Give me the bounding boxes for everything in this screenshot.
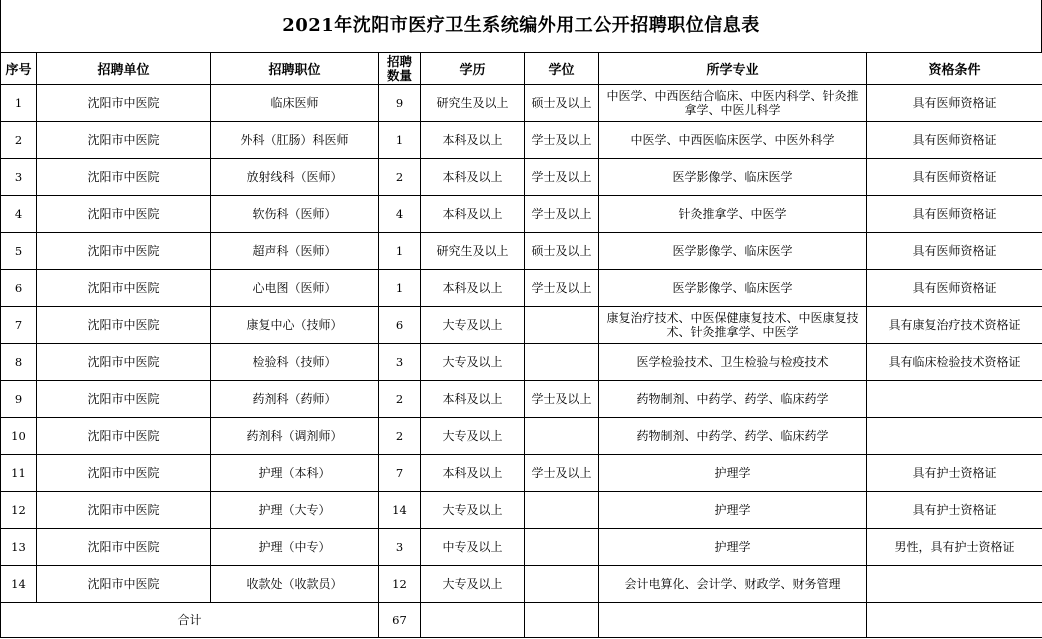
page-title: 2021年沈阳市医疗卫生系统编外用工公开招聘职位信息表 bbox=[0, 0, 1042, 52]
table-row bbox=[1, 344, 1042, 381]
cell-seq: 9 bbox=[1, 381, 37, 418]
table-row bbox=[1, 159, 1042, 196]
cell-education: 中专及以上 bbox=[421, 529, 525, 566]
cell-major: 医学检验技术、卫生检验与检疫技术 bbox=[599, 344, 867, 381]
cell-qualification: 男性，具有护士资格证 bbox=[867, 529, 1042, 566]
recruitment-table bbox=[0, 52, 1042, 638]
cell-position: 放射线科（医师） bbox=[211, 159, 379, 196]
cell-count: 3 bbox=[379, 529, 421, 566]
cell-education: 本科及以上 bbox=[421, 159, 525, 196]
cell-degree: 硕士及以上 bbox=[525, 233, 599, 270]
cell-position: 外科（肛肠）科医师 bbox=[211, 122, 379, 159]
cell-count: 6 bbox=[379, 307, 421, 344]
cell-degree: 学士及以上 bbox=[525, 270, 599, 307]
table-row bbox=[1, 455, 1042, 492]
cell-seq: 12 bbox=[1, 492, 37, 529]
cell-education: 研究生及以上 bbox=[421, 85, 525, 122]
cell-major: 针灸推拿学、中医学 bbox=[599, 196, 867, 233]
header-education: 学历 bbox=[421, 53, 525, 85]
cell-count: 2 bbox=[379, 418, 421, 455]
cell-unit: 沈阳市中医院 bbox=[37, 492, 211, 529]
cell-qualification: 具有医师资格证 bbox=[867, 233, 1042, 270]
table-row bbox=[1, 529, 1042, 566]
cell-major: 医学影像学、临床医学 bbox=[599, 233, 867, 270]
cell-seq: 5 bbox=[1, 233, 37, 270]
cell-major: 护理学 bbox=[599, 529, 867, 566]
cell-education: 大专及以上 bbox=[421, 344, 525, 381]
cell-major: 护理学 bbox=[599, 492, 867, 529]
cell-major: 药物制剂、中药学、药学、临床药学 bbox=[599, 418, 867, 455]
cell-unit: 沈阳市中医院 bbox=[37, 122, 211, 159]
cell-major: 医学影像学、临床医学 bbox=[599, 159, 867, 196]
cell-seq: 7 bbox=[1, 307, 37, 344]
cell-education: 本科及以上 bbox=[421, 381, 525, 418]
cell-qualification: 具有护士资格证 bbox=[867, 492, 1042, 529]
total-count: 67 bbox=[379, 603, 421, 638]
cell-seq: 4 bbox=[1, 196, 37, 233]
cell-major: 医学影像学、临床医学 bbox=[599, 270, 867, 307]
cell-qualification: 具有医师资格证 bbox=[867, 122, 1042, 159]
cell-position: 护理（中专） bbox=[211, 529, 379, 566]
cell-unit: 沈阳市中医院 bbox=[37, 566, 211, 603]
cell-seq: 13 bbox=[1, 529, 37, 566]
cell-count: 14 bbox=[379, 492, 421, 529]
cell-position: 心电图（医师） bbox=[211, 270, 379, 307]
cell-unit: 沈阳市中医院 bbox=[37, 196, 211, 233]
header-seq: 序号 bbox=[1, 53, 37, 85]
cell-qualification: 具有护士资格证 bbox=[867, 455, 1042, 492]
header-degree: 学位 bbox=[525, 53, 599, 85]
cell-major: 中医学、中西医结合临床、中医内科学、针灸推拿学、中医儿科学 bbox=[599, 85, 867, 122]
total-empty-cell bbox=[599, 603, 867, 638]
cell-degree bbox=[525, 344, 599, 381]
total-label: 合计 bbox=[1, 603, 379, 638]
cell-seq: 10 bbox=[1, 418, 37, 455]
table-row bbox=[1, 233, 1042, 270]
cell-position: 康复中心（技师） bbox=[211, 307, 379, 344]
cell-degree bbox=[525, 566, 599, 603]
header-count: 招聘数量 bbox=[379, 53, 421, 85]
cell-degree bbox=[525, 492, 599, 529]
cell-education: 研究生及以上 bbox=[421, 233, 525, 270]
cell-education: 大专及以上 bbox=[421, 492, 525, 529]
cell-seq: 2 bbox=[1, 122, 37, 159]
cell-position: 软伤科（医师） bbox=[211, 196, 379, 233]
cell-position: 护理（本科） bbox=[211, 455, 379, 492]
cell-qualification: 具有医师资格证 bbox=[867, 196, 1042, 233]
cell-qualification: 具有医师资格证 bbox=[867, 85, 1042, 122]
cell-position: 超声科（医师） bbox=[211, 233, 379, 270]
table-row bbox=[1, 492, 1042, 529]
cell-count: 1 bbox=[379, 233, 421, 270]
cell-position: 临床医师 bbox=[211, 85, 379, 122]
cell-count: 7 bbox=[379, 455, 421, 492]
cell-degree bbox=[525, 307, 599, 344]
cell-unit: 沈阳市中医院 bbox=[37, 418, 211, 455]
cell-position: 检验科（技师） bbox=[211, 344, 379, 381]
cell-unit: 沈阳市中医院 bbox=[37, 233, 211, 270]
cell-seq: 14 bbox=[1, 566, 37, 603]
cell-unit: 沈阳市中医院 bbox=[37, 455, 211, 492]
cell-major: 中医学、中西医临床医学、中医外科学 bbox=[599, 122, 867, 159]
total-empty-cell bbox=[867, 603, 1042, 638]
cell-major: 药物制剂、中药学、药学、临床药学 bbox=[599, 381, 867, 418]
cell-seq: 1 bbox=[1, 85, 37, 122]
table-row bbox=[1, 307, 1042, 344]
cell-count: 1 bbox=[379, 122, 421, 159]
cell-education: 本科及以上 bbox=[421, 122, 525, 159]
cell-qualification: 具有康复治疗技术资格证 bbox=[867, 307, 1042, 344]
total-row bbox=[1, 603, 1042, 638]
table-row bbox=[1, 270, 1042, 307]
table-row bbox=[1, 85, 1042, 122]
cell-major: 护理学 bbox=[599, 455, 867, 492]
header-position: 招聘职位 bbox=[211, 53, 379, 85]
cell-education: 本科及以上 bbox=[421, 196, 525, 233]
cell-education: 大专及以上 bbox=[421, 418, 525, 455]
cell-education: 大专及以上 bbox=[421, 566, 525, 603]
cell-degree: 硕士及以上 bbox=[525, 85, 599, 122]
cell-position: 药剂科（药师） bbox=[211, 381, 379, 418]
cell-degree bbox=[525, 529, 599, 566]
cell-qualification bbox=[867, 566, 1042, 603]
cell-unit: 沈阳市中医院 bbox=[37, 270, 211, 307]
table-row bbox=[1, 566, 1042, 603]
header-row bbox=[1, 53, 1042, 85]
header-qualification: 资格条件 bbox=[867, 53, 1042, 85]
cell-degree: 学士及以上 bbox=[525, 455, 599, 492]
cell-unit: 沈阳市中医院 bbox=[37, 529, 211, 566]
cell-major: 会计电算化、会计学、财政学、财务管理 bbox=[599, 566, 867, 603]
cell-qualification bbox=[867, 418, 1042, 455]
cell-count: 3 bbox=[379, 344, 421, 381]
cell-position: 收款处（收款员） bbox=[211, 566, 379, 603]
total-empty-cell bbox=[421, 603, 525, 638]
table-row bbox=[1, 418, 1042, 455]
cell-education: 本科及以上 bbox=[421, 270, 525, 307]
cell-seq: 3 bbox=[1, 159, 37, 196]
cell-count: 4 bbox=[379, 196, 421, 233]
cell-degree: 学士及以上 bbox=[525, 381, 599, 418]
cell-count: 12 bbox=[379, 566, 421, 603]
cell-unit: 沈阳市中医院 bbox=[37, 85, 211, 122]
total-empty-cell bbox=[525, 603, 599, 638]
table-body bbox=[1, 85, 1042, 638]
table-row bbox=[1, 196, 1042, 233]
cell-count: 9 bbox=[379, 85, 421, 122]
cell-qualification: 具有临床检验技术资格证 bbox=[867, 344, 1042, 381]
header-unit: 招聘单位 bbox=[37, 53, 211, 85]
table-row bbox=[1, 381, 1042, 418]
cell-unit: 沈阳市中医院 bbox=[37, 307, 211, 344]
cell-degree: 学士及以上 bbox=[525, 122, 599, 159]
cell-seq: 6 bbox=[1, 270, 37, 307]
cell-qualification: 具有医师资格证 bbox=[867, 270, 1042, 307]
cell-seq: 11 bbox=[1, 455, 37, 492]
cell-degree: 学士及以上 bbox=[525, 159, 599, 196]
cell-education: 大专及以上 bbox=[421, 307, 525, 344]
cell-count: 1 bbox=[379, 270, 421, 307]
table-row bbox=[1, 122, 1042, 159]
cell-major: 康复治疗技术、中医保健康复技术、中医康复技术、针灸推拿学、中医学 bbox=[599, 307, 867, 344]
cell-unit: 沈阳市中医院 bbox=[37, 381, 211, 418]
cell-count: 2 bbox=[379, 159, 421, 196]
cell-count: 2 bbox=[379, 381, 421, 418]
cell-qualification bbox=[867, 381, 1042, 418]
cell-qualification: 具有医师资格证 bbox=[867, 159, 1042, 196]
cell-degree bbox=[525, 418, 599, 455]
cell-unit: 沈阳市中医院 bbox=[37, 159, 211, 196]
cell-position: 护理（大专） bbox=[211, 492, 379, 529]
cell-unit: 沈阳市中医院 bbox=[37, 344, 211, 381]
header-major: 所学专业 bbox=[599, 53, 867, 85]
cell-seq: 8 bbox=[1, 344, 37, 381]
cell-degree: 学士及以上 bbox=[525, 196, 599, 233]
cell-education: 本科及以上 bbox=[421, 455, 525, 492]
cell-position: 药剂科（调剂师） bbox=[211, 418, 379, 455]
